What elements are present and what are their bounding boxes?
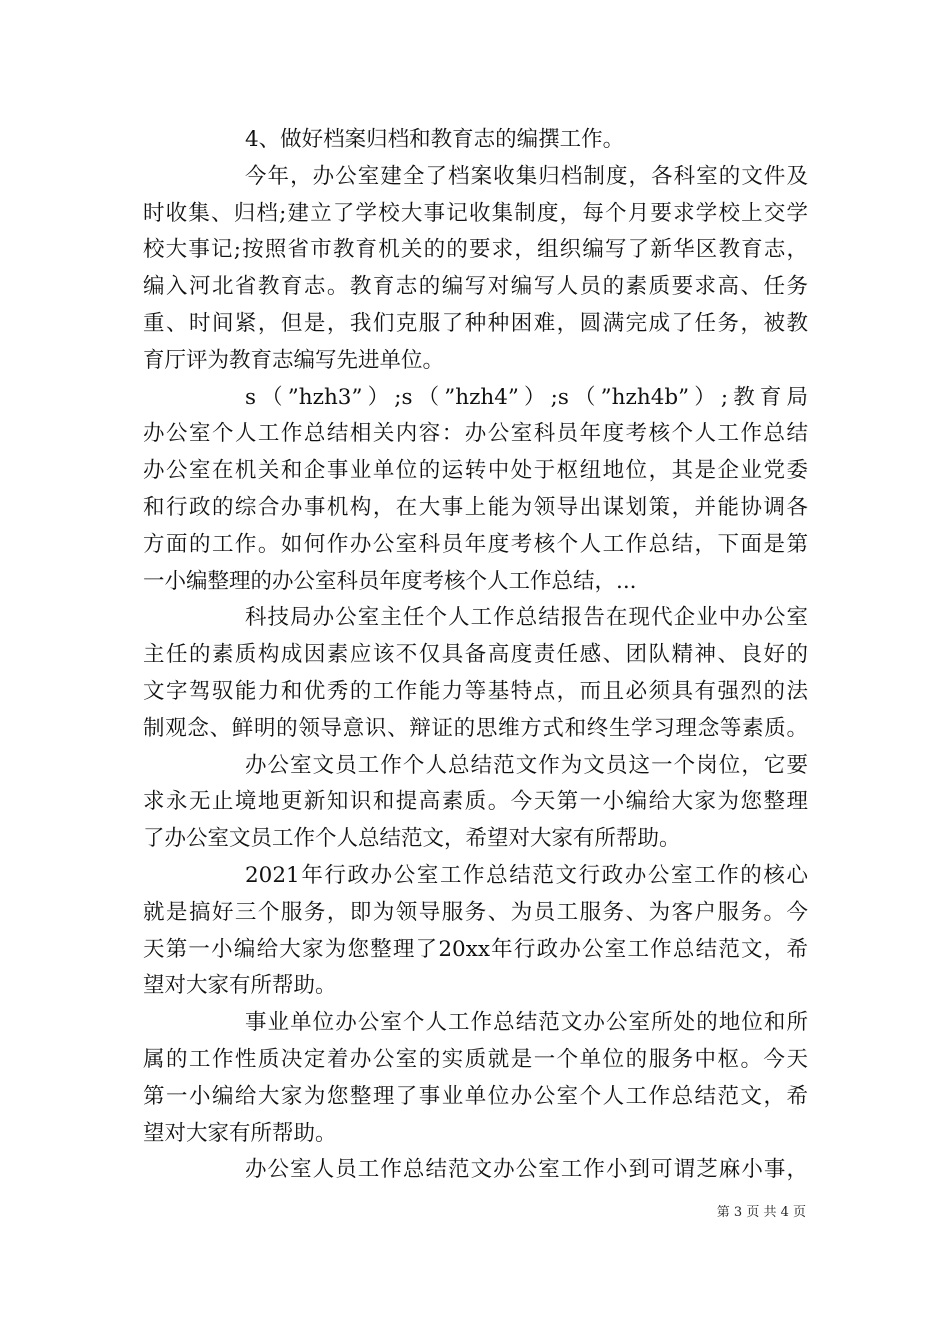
text-line: 办公室人员工作总结范文办公室工作小到可谓芝麻小事， — [245, 1157, 808, 1183]
text-line: 主任的素质构成因素应该不仅具备高度责任感、团队精神、良好的 — [143, 642, 808, 668]
text-line: 文字驾驭能力和优秀的工作能力等基特点，而且必须具有强烈的法 — [143, 678, 808, 704]
text-line: 办公室文员工作个人总结范文作为文员这一个岗位，它要 — [245, 752, 808, 778]
text-line: 望对大家有所帮助。 — [143, 973, 337, 999]
paragraph — [143, 380, 808, 601]
text-line: 办公室在机关和企事业单位的运转中处于枢纽地位，其是企业党委 — [143, 458, 808, 484]
text-line: 事业单位办公室个人工作总结范文办公室所处的地位和所 — [245, 1010, 808, 1036]
paragraph — [143, 122, 808, 159]
text-line: 天第一小编给大家为您整理了20xx年行政办公室工作总结范文，希 — [143, 936, 808, 962]
text-line: 育厅评为教育志编写先进单位。 — [143, 347, 445, 373]
text-line: 一小编整理的办公室科员年度考核个人工作总结，... — [143, 568, 637, 594]
text-line: 编入河北省教育志。教育志的编写对编写人员的素质要求高、任务 — [143, 274, 808, 300]
text-line: 方面的工作。如何作办公室科员年度考核个人工作总结，下面是第 — [143, 531, 808, 557]
paragraph — [143, 600, 808, 747]
text-line: 就是搞好三个服务，即为领导服务、为员工服务、为客户服务。今 — [143, 899, 808, 925]
text-line: 校大事记;按照省市教育机关的的要求，组织编写了新华区教育志， — [143, 237, 808, 263]
paragraph — [143, 159, 808, 380]
text-line: 求永无止境地更新知识和提高素质。今天第一小编给大家为您整理 — [143, 789, 808, 815]
text-line: 第一小编给大家为您整理了事业单位办公室个人工作总结范文，希 — [143, 1083, 808, 1109]
paragraph — [143, 1005, 808, 1152]
text-line: 望对大家有所帮助。 — [143, 1120, 337, 1146]
text-line: 和行政的综合办事机构，在大事上能为领导出谋划策，并能协调各 — [143, 494, 808, 520]
document-body — [143, 122, 808, 1189]
text-line: 4、做好档案归档和教育志的编撰工作。 — [245, 127, 625, 152]
text-line: 科技局办公室主任个人工作总结报告在现代企业中办公室 — [245, 605, 808, 631]
text-line: 属的工作性质决定着办公室的实质就是一个单位的服务中枢。今天 — [143, 1046, 808, 1072]
text-line: 时收集、归档;建立了学校大事记收集制度，每个月要求学校上交学 — [143, 200, 808, 226]
text-line: 重、时间紧，但是，我们克服了种种困难，圆满完成了任务，被教 — [143, 310, 808, 336]
text-line: 今年，办公室建全了档案收集归档制度，各科室的文件及 — [245, 163, 808, 189]
text-line: 办公室个人工作总结相关内容：办公室科员年度考核个人工作总结 — [143, 421, 808, 447]
text-line: 制观念、鲜明的领导意识、辩证的思维方式和终生学习理念等素质。 — [143, 715, 808, 741]
text-line: 了办公室文员工作个人总结范文，希望对大家有所帮助。 — [143, 826, 681, 852]
text-line: s（”hzh3”）;s（”hzh4”）;s（”hzh4b”）;教育局 — [245, 384, 808, 410]
text-line: 2021年行政办公室工作总结范文行政办公室工作的核心 — [245, 862, 808, 888]
paragraph — [143, 858, 808, 1005]
paragraph — [143, 1152, 808, 1189]
page-number: 第 3 页 共 4 页 — [716, 1205, 806, 1220]
paragraph — [143, 748, 808, 858]
